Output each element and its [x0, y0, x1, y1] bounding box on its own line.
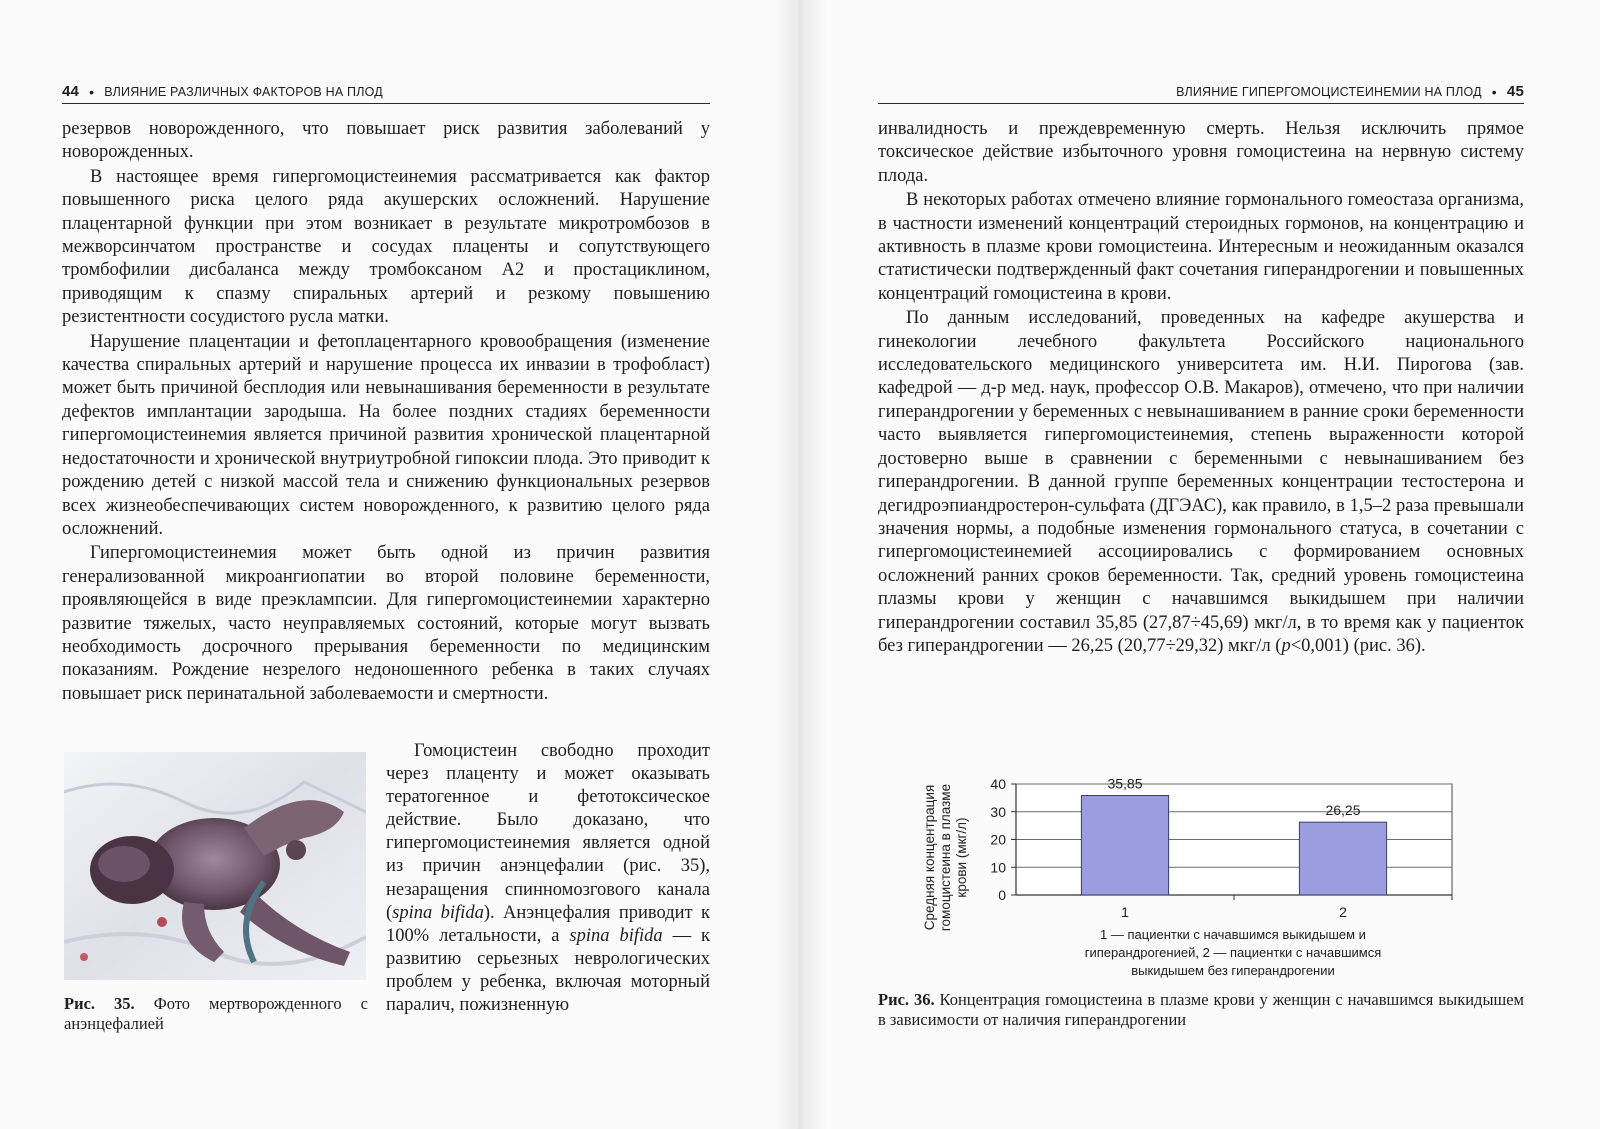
p-value-symbol: p	[1281, 635, 1291, 656]
data-label-1: 35,85	[1107, 775, 1143, 792]
spina-bifida-term-2: spina bifida	[569, 925, 663, 946]
y-tick-label: 40	[990, 776, 1006, 792]
right-page-number: 45	[1506, 83, 1524, 100]
side-text-part-3: — к развитию серьезных неврологических проблем у ребенка, включая моторный паралич, пожизненную	[386, 925, 710, 1016]
left-running-title: ВЛИЯНИЕ РАЗЛИЧНЫХ ФАКТОРОВ НА ПЛОД	[104, 84, 383, 99]
y-tick-label: 10	[990, 859, 1006, 876]
figure-36-label: Рис. 36.	[878, 990, 935, 1009]
y-tick-label: 30	[990, 803, 1006, 820]
right-paragraph-3-part-1: По данным исследований, проведенных на кафедре акушерства и гинекологии лечебного факультета Российского национального исследовательского медицинского университета им. Н.И. Пирогова (зав. кафедрой — д-р мед. наук, профессор О.В. Макаров), отмечено, что при наличии гиперандрогении у беременных с невынашиванием в ранние сроки беременности часто выявляется гипергомоцистеинемия, степень выраженности которой достоверно выше в сравнении с беременными с невынашиванием без гиперандрогении. В данной группе беременных концентрации тестостерона и дегидроэпиандростерон-сульфата (ДГЭАС), как правило, в 1,5–2 раза превышали значения нормы, а подобные изменения гормонального статуса, в сочетании с гипергомоцистеинемией ассоциировались с формированием основных осложнений ранних сроков беременности. Так, средний уровень гомоцистеина плазмы крови у женщин с начавшимся выкидышем при наличии гиперандрогении составил 35,85 (27,87÷45,69) мкг/л, в то время как у пациенток без гиперандрогении — 26,25 (20,77÷29,32) мкг/л (	[878, 308, 1524, 656]
y-axis-label	[922, 784, 969, 931]
stillborn-photo-illustration	[64, 752, 366, 980]
left-paragraph-4: Гипергомоцистеинемия может быть одной из причин развития генерализованной микроангиопатии во второй половине беременности, проявляющейся в виде преэклампсии. Для гипергомоцистеинемии характерно развитие тяжелых, часто неуправляемых состояний, которые могут вызвать необходимость досрочного прерывания беременности по медицинским показаниям. Рождение незрелого недоношенного ребенка в таких случаях повышает риск перинатальной заболеваемости и смертности.	[62, 543, 710, 704]
y-axis-label-line: крови (мкг/л)	[954, 817, 969, 898]
bar-1	[1081, 796, 1168, 895]
figure-35-caption-text: Фото мертворожденного с анэнцефалией	[64, 994, 368, 1033]
left-page	[0, 0, 780, 1129]
x-tick-label-2: 2	[1339, 904, 1347, 920]
right-paragraph-1: инвалидность и преждевременную смерть. Нельзя исключить прямое токсическое действие избыточного уровня гомоцистеина на нервную систему плода.	[878, 119, 1524, 186]
data-label-2: 26,25	[1325, 802, 1361, 819]
right-page	[820, 0, 1600, 1129]
bullet-separator: •	[89, 83, 95, 100]
figure-35-caption	[64, 994, 368, 1034]
left-paragraph-2: В настоящее время гипергомоцистеинемия рассматривается как фактор повышенного риска целого ряда акушерских осложнений. Нарушение плацентарной функции при этом возникает в результате микротромбозов в межворсинчатом пространстве и сосудах плаценты и сопутствующего тромбофилии дисбаланса между тромбоксаном А2 и простациклином, приводящим к спазму спиральных артерий и резкому повышению резистентности сосудистого русла матки.	[62, 166, 710, 328]
right-running-title: ВЛИЯНИЕ ГИПЕРГОМОЦИСТЕИНЕМИИ НА ПЛОД	[1176, 84, 1482, 99]
right-paragraph-3	[878, 307, 1524, 658]
right-paragraph-3-part-2: <0,001) (рис. 36).	[1290, 635, 1426, 656]
x-tick-label-1: 1	[1121, 904, 1129, 920]
figure-36-caption	[878, 990, 1524, 1030]
y-axis-label-line: гомоцистеина в плазме	[938, 783, 953, 932]
left-body-text	[62, 118, 710, 707]
left-running-head	[62, 80, 710, 104]
right-running-head	[878, 80, 1524, 104]
bullet-separator: •	[1491, 83, 1497, 100]
y-tick-label: 0	[998, 887, 1006, 903]
side-text-part-1: Гомоцистеин свободно проходит через плаценту и может оказывать тератогенное и фетотоксическое действие. Было доказано, что гипергомоцистеинемия является одной из причин анэнцефалии (рис. 35), незаращения спинномозгового канала (	[386, 741, 710, 923]
left-paragraph-3: Нарушение плацентации и фетоплацентарного кровообращения (изменение качества спиральных артерий и нарушение процесса их инвазии в трофобласт) может быть причиной бесплодия или невынашивания беременности в результате дефектов имплантации зародыша. На более поздних стадиях беременности гипергомоцистеинемия является причиной развития хронической плацентарной недостаточности и хронической внутриутробной гипоксии плода. Это приводит к рождению детей с низкой массой тела и снижению функциональных резервов всех жизнеобеспечивающих систем новорожденного, к развитию целого ряда осложнений.	[62, 331, 710, 539]
figure-35-label: Рис. 35.	[64, 994, 135, 1013]
right-paragraph-2: В некоторых работах отмечено влияние гормонального гомеостаза организма, в частности изменений концентраций стероидных гормонов, на концентрацию и активность в плазме крови гомоцистеина. Интересным и неожиданным оказался статистически подтвержденный факт сочетания гиперандрогении и повышенных концентраций гомоцистеина в крови.	[878, 190, 1524, 304]
y-axis-label-line: Средняя концентрация	[922, 784, 937, 931]
bar-2	[1299, 822, 1386, 895]
chart-legend: 1 — пациентки с начавшимся выкидышем и гиперандрогенией, 2 — пациентки с начавшимся выкидышем без гиперандрогении	[1084, 927, 1382, 978]
figure-36-caption-text: Концентрация гомоцистеина в плазме крови у женщин с начавшимся выкидышем в зависимости от наличия гиперандрогении	[878, 990, 1524, 1029]
right-body-text	[878, 118, 1524, 659]
left-paragraph-1: резервов новорожденного, что повышает риск развития заболеваний у новорожденных.	[62, 119, 710, 163]
left-page-number: 44	[62, 83, 80, 100]
figure-35-photo	[64, 752, 366, 980]
side-paragraph	[386, 740, 710, 1017]
left-side-text	[386, 740, 710, 1017]
y-tick-label: 20	[990, 831, 1006, 848]
spina-bifida-term-1: spina bifida	[392, 902, 484, 923]
side-text-part-2: ). Анэнцефалия приводит к 100% летальности, а	[386, 902, 710, 946]
